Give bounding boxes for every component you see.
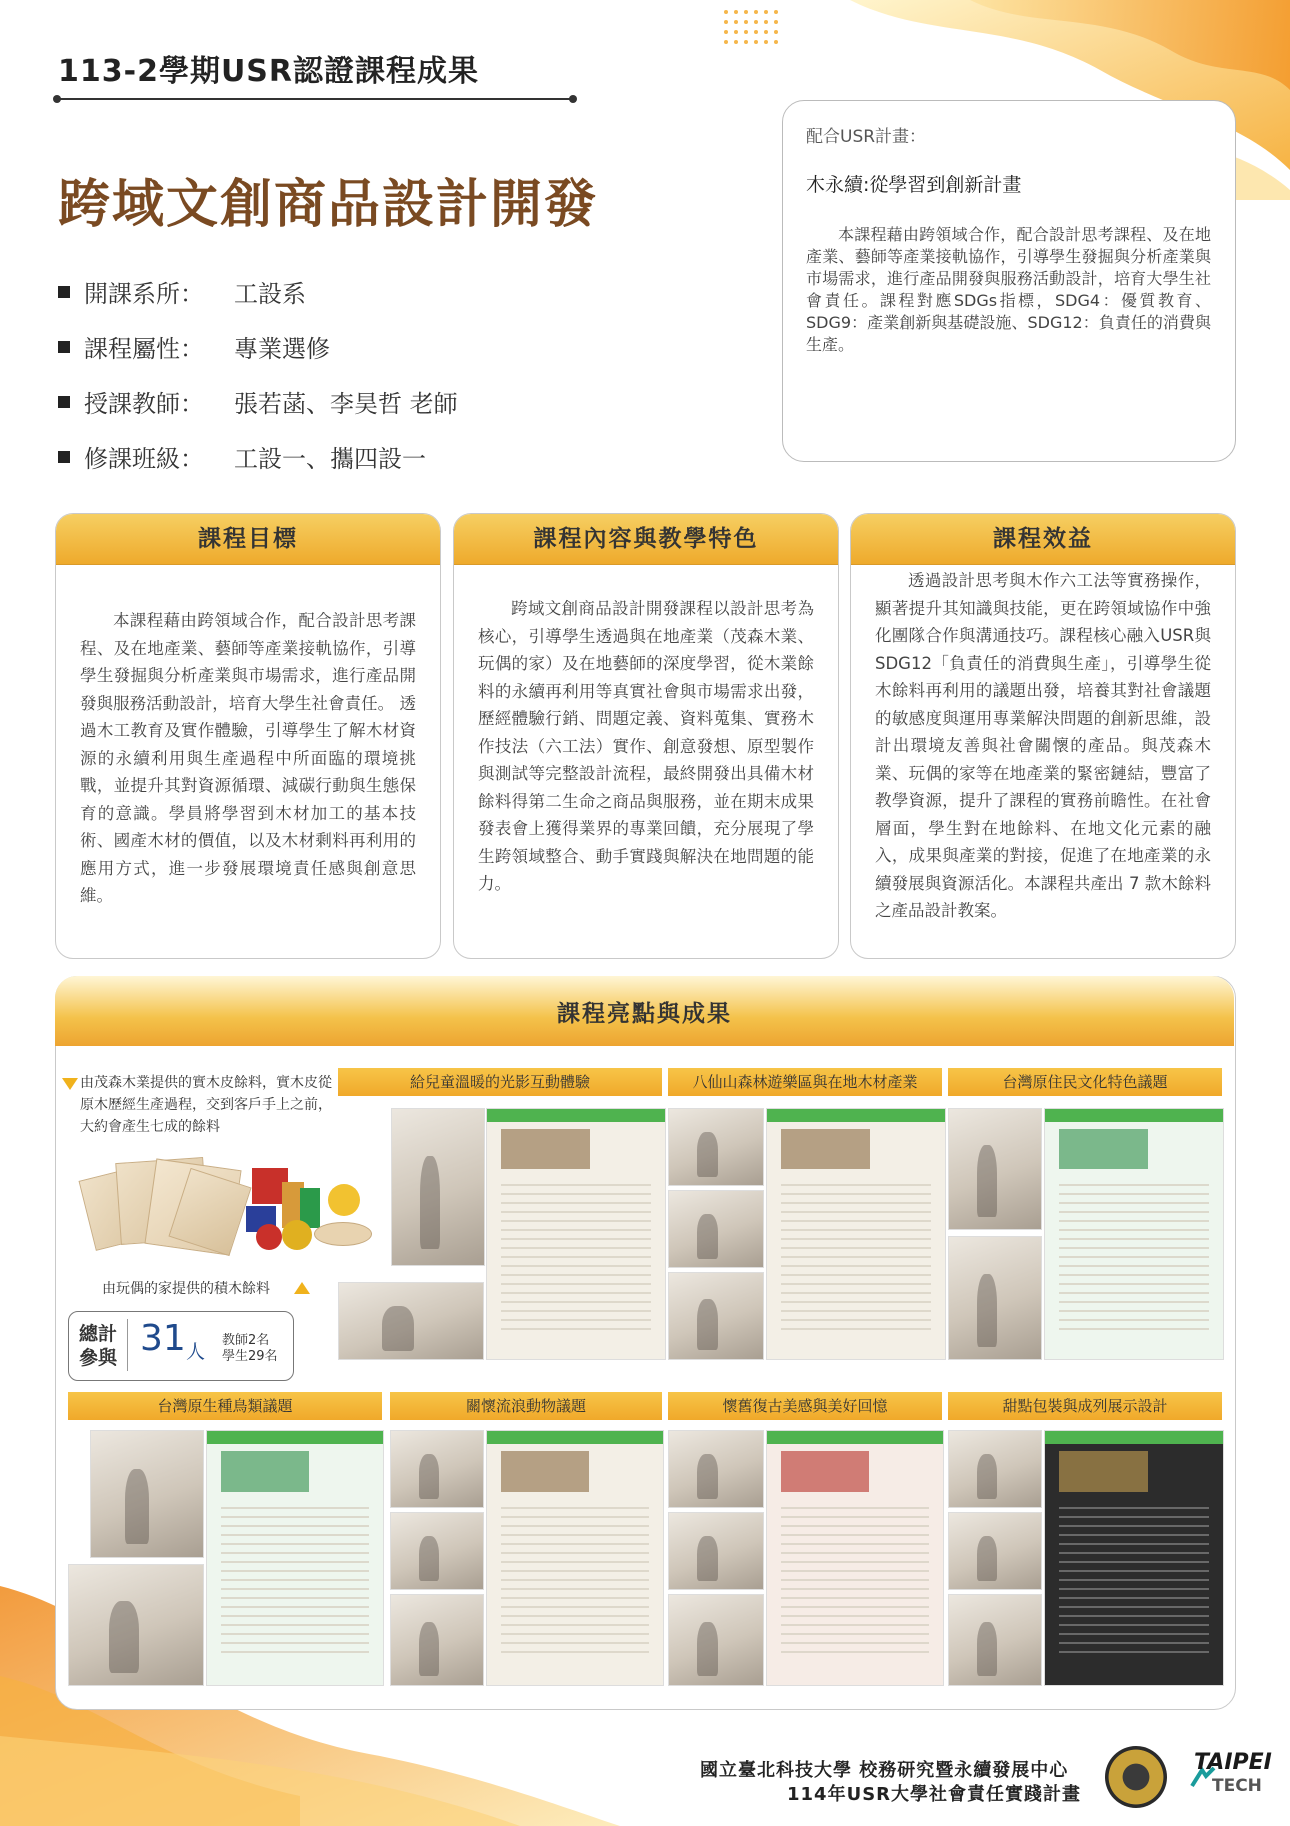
triangle-up-icon [294, 1282, 310, 1294]
project-poster [766, 1430, 944, 1686]
product-photo [948, 1594, 1042, 1686]
project-poster [1044, 1430, 1224, 1686]
triangle-down-icon [62, 1078, 78, 1090]
square-bullet-icon [58, 341, 70, 353]
toy-ball [256, 1224, 282, 1250]
toy-ball [282, 1220, 312, 1250]
footer-organization: 國立臺北科技大學 校務研究暨永續發展中心 [700, 1760, 1069, 1781]
project-poster [486, 1108, 666, 1360]
info-label: 授課教師： [84, 390, 204, 418]
page-header-title: 113-2學期USR認證課程成果 [58, 54, 480, 89]
section-title: 給兒童溫暖的光影互動體驗 [338, 1068, 662, 1096]
section-title: 關懷流浪動物議題 [390, 1392, 662, 1420]
wood-disc [314, 1222, 372, 1246]
card-body: 跨域文創商品設計開發課程以設計思考為核心，引導學生透過與在地產業（茂森木業、玩偶的家）及在地藝師的深度學習，從木業餘料的永續再利用等真實社會與市場需求出發，歷經體驗行銷、問題定義、資料蒐集、實務木作技法（六工法）實作、創意發想、原型製作與測試等完整設計流程，最終開發出具備木材餘料得第二生命之商品與服務，並在期末成果發表會上獲得業界的專業回饋，充分展現了學生跨領域整合、動手實踐與解決在地問題的能力。 [478, 599, 814, 893]
class-photo [668, 1430, 764, 1508]
veneer-scrap-note: 由茂森木業提供的實木皮餘料，實木皮從原木歷經生產過程，交到客戶手上之前，大約會產生七成的餘料 [80, 1075, 332, 1135]
product-photo [68, 1564, 204, 1686]
usr-plan-label: 配合USR計畫： [806, 127, 927, 147]
class-photo [668, 1108, 764, 1186]
project-poster [766, 1108, 946, 1360]
class-photo [90, 1430, 204, 1558]
dot-pattern-decoration [722, 8, 786, 48]
card-title: 課程效益 [851, 514, 1235, 565]
card-body: 本課程藉由跨領域合作，配合設計思考課程、及在地產業、藝師等產業接軌協作，引導學生發掘與分析產業與市場需求，進行產品開發與服務活動設計，培育大學生社會責任。 透過木工教育及實作體驗，引導學生了解木材資源的永續利用與生產過程中所面臨的環境挑戰，並提升其對資源循環、減碳行動與生態保育的意識。學員將學習到木材加工的基本技術、國產木材的價值，以及木材剩料再利用的應用方式，進一步發展環境責任感與創意思維。 [80, 611, 416, 905]
course-title: 跨域文創商品設計開發 [58, 175, 599, 235]
product-photo [338, 1282, 484, 1360]
block-scrap-note: 由玩偶的家提供的積木餘料 [102, 1281, 270, 1297]
stat-teachers: 教師2名 [222, 1333, 270, 1348]
section-title: 懷舊復古美感與美好回憶 [668, 1392, 942, 1420]
stat-divider [127, 1319, 128, 1371]
highlights-title: 課程亮點與成果 [55, 976, 1234, 1046]
class-photo [390, 1512, 484, 1590]
info-label: 修課班級： [84, 445, 204, 473]
square-bullet-icon [58, 286, 70, 298]
class-photo [948, 1430, 1042, 1508]
class-photo [668, 1190, 764, 1268]
card-body: 透過設計思考與木作六工法等實務操作，顯著提升其知識與技能，更在跨領域協作中強化團隊合作與溝通技巧。課程核心融入USR與 SDG12「負責任的消費與生產」，引導學生從木餘料再利用的議題出發，培養其對社會議題的敏感度與運用專業解決問題的創新思維，設計出環境友善與社會關懷的產品。與茂森木業、玩偶的家等在地產業的緊密鏈結，豐富了教學資源，提升了課程的實務前瞻性。在社會層面，學生對在地餘料、在地文化元素的融入，成果與產業的對接，促進了在地產業的永續發展與資源活化。本課程共產出 7 款木餘料之產品設計教案。 [875, 571, 1211, 920]
info-label: 課程屬性： [84, 335, 204, 363]
info-row-attribute [58, 329, 330, 364]
sdgs-seal-icon [1105, 1746, 1167, 1808]
section-title: 八仙山森林遊樂區與在地木材產業 [668, 1068, 942, 1096]
info-row-department [58, 274, 306, 309]
info-row-teacher [58, 384, 458, 419]
card-title: 課程目標 [56, 514, 440, 565]
stat-unit: 人 [186, 1341, 206, 1363]
usr-plan-description: 本課程藉由跨領域合作，配合設計思考課程、及在地產業、藝師等產業接軌協作，引導學生發掘與分析產業與市場需求，進行產品開發與服務活動設計，培育大學生社會責任。課程對應SDGs指標，SDG4：優質教育、SDG9：產業創新與基礎設施、SDG12：負責任的消費與生產。 [806, 225, 1211, 354]
card-course-goals [55, 513, 441, 959]
product-photo [948, 1236, 1042, 1360]
stat-detail [222, 1333, 278, 1365]
footer-plan: 114年USR大學社會責任實踐計畫 [787, 1784, 1082, 1805]
info-label: 開課系所： [84, 280, 204, 308]
section-title: 甜點包裝與成列展示設計 [948, 1392, 1222, 1420]
class-photo [948, 1108, 1042, 1230]
info-value: 張若菡、李昊哲 老師 [234, 390, 458, 418]
card-title: 課程內容與教學特色 [454, 514, 838, 565]
project-poster [206, 1430, 384, 1686]
header-divider [55, 98, 575, 100]
section-title: 台灣原住民文化特色議題 [948, 1068, 1222, 1096]
usr-plan-name: 木永續:從學習到創新計畫 [806, 174, 1022, 196]
product-photo [668, 1594, 764, 1686]
square-bullet-icon [58, 451, 70, 463]
square-bullet-icon [58, 396, 70, 408]
stat-students: 學生29名 [222, 1349, 278, 1364]
product-photo [668, 1272, 764, 1360]
section-title: 台灣原生種鳥類議題 [68, 1392, 382, 1420]
logo-subtext: TECH [1212, 1776, 1262, 1796]
stat-number: 31 [140, 1318, 186, 1359]
class-photo [948, 1512, 1042, 1590]
info-value: 工設一、攜四設一 [234, 445, 426, 473]
info-value: 專業選修 [234, 335, 330, 363]
card-course-content [453, 513, 839, 959]
class-photo [668, 1512, 764, 1590]
class-photo [391, 1108, 485, 1266]
info-value: 工設系 [234, 280, 306, 308]
card-course-benefits [850, 513, 1236, 959]
project-poster [1044, 1108, 1224, 1360]
stat-label: 總計參與 [78, 1323, 117, 1369]
logo-text: TAIPEI [1194, 1750, 1272, 1775]
project-poster [486, 1430, 664, 1686]
product-photo [390, 1594, 484, 1686]
toy-ball [328, 1184, 360, 1216]
info-row-class [58, 439, 426, 474]
class-photo [390, 1430, 484, 1508]
